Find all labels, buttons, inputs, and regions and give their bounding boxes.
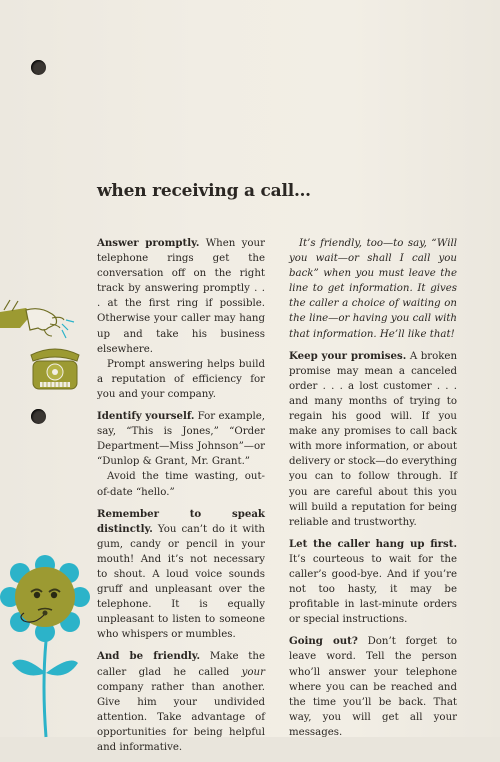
telephone-icon (25, 345, 85, 395)
sunflower-icon (0, 555, 95, 737)
section-quote (289, 236, 457, 342)
heading-going-out: Going out? (289, 635, 358, 648)
page-title: when receiving a call… (97, 181, 311, 201)
heading-keep-promises: Keep your promises. (289, 349, 407, 362)
body-identify-yourself: For example, say, “This is Jones,” “Order Department—Miss Johnson”—or “Dunlop & Grant, Mr. Grant.” (97, 411, 266, 468)
section-speak-distinctly (97, 507, 265, 643)
body-answer-promptly: When your telephone rings get the conversation off on the right track by answering promptly . . . at the first ring if possible. Otherwise your caller may hang up and take his business elsewhere. (97, 238, 265, 355)
section-going-out (289, 634, 457, 740)
heading-be-friendly: And be friendly. (97, 650, 201, 663)
heading-identify-yourself: Identify yourself. (97, 410, 195, 423)
heading-speak-distinctly: Remember to speak distinctly. (97, 507, 265, 535)
body-hang-up-first: It’s courteous to wait for the caller’s good-bye. And if you’re not too hasty, it may be profitable in last-minute orders or special instructions. (289, 553, 457, 626)
body-be-friendly-a: Make the caller glad he called (97, 651, 265, 678)
section-hang-up-first (289, 537, 457, 628)
right-column (289, 236, 457, 747)
binder-hole-top (31, 60, 46, 75)
section-answer-promptly (97, 236, 265, 402)
section-identify-yourself (97, 409, 265, 500)
heading-answer-promptly: Answer promptly. (97, 237, 200, 249)
body-be-friendly-b: company rather than another. Give him your undivided attention. Take advantage of opportunities for being helpful and informative. (97, 681, 265, 753)
left-column (97, 236, 265, 762)
body-speak-distinctly: You can’t do it with gum, candy or pencil in your mouth! And it’s not necessary to shout. A loud voice sounds gruff and unpleasant over the telephone. It is equally unpleasant to listen to someone who whispers or mumbles. (97, 523, 265, 641)
body-be-friendly-emphasis: your (241, 666, 265, 678)
section-keep-promises (289, 349, 457, 530)
heading-hang-up-first: Let the caller hang up first. (289, 537, 457, 550)
body-keep-promises: A broken promise may mean a canceled order . . . a lost customer . . . and many months of trying to regain his good will. If you make any promises to call back with more information, or about delivery or stock—do everything you can to follow through. If you are careful about this you will build a reputation for being reliable and trustworthy. (289, 350, 458, 528)
section-be-friendly (97, 649, 265, 755)
binder-hole-bottom (31, 409, 46, 424)
body-going-out: Don’t forget to leave word. Tell the person who’ll answer your telephone where you can be reached and the time you’ll be back. That way, you will get all your messages. (289, 636, 457, 738)
hand-icon (0, 298, 80, 348)
followup-identify-yourself: Avoid the time wasting, out-of-date “hello.” (97, 471, 265, 498)
friendly-quote: It’s friendly, too—to say, “Will you wait—or shall I call you back” when you must leave the line to get information. It gives the caller a choice of waiting on the line—or having you call with that information. He’ll like that! (289, 238, 457, 340)
followup-answer-promptly: Prompt answering helps build a reputation of efficiency for you and your company. (97, 358, 265, 400)
